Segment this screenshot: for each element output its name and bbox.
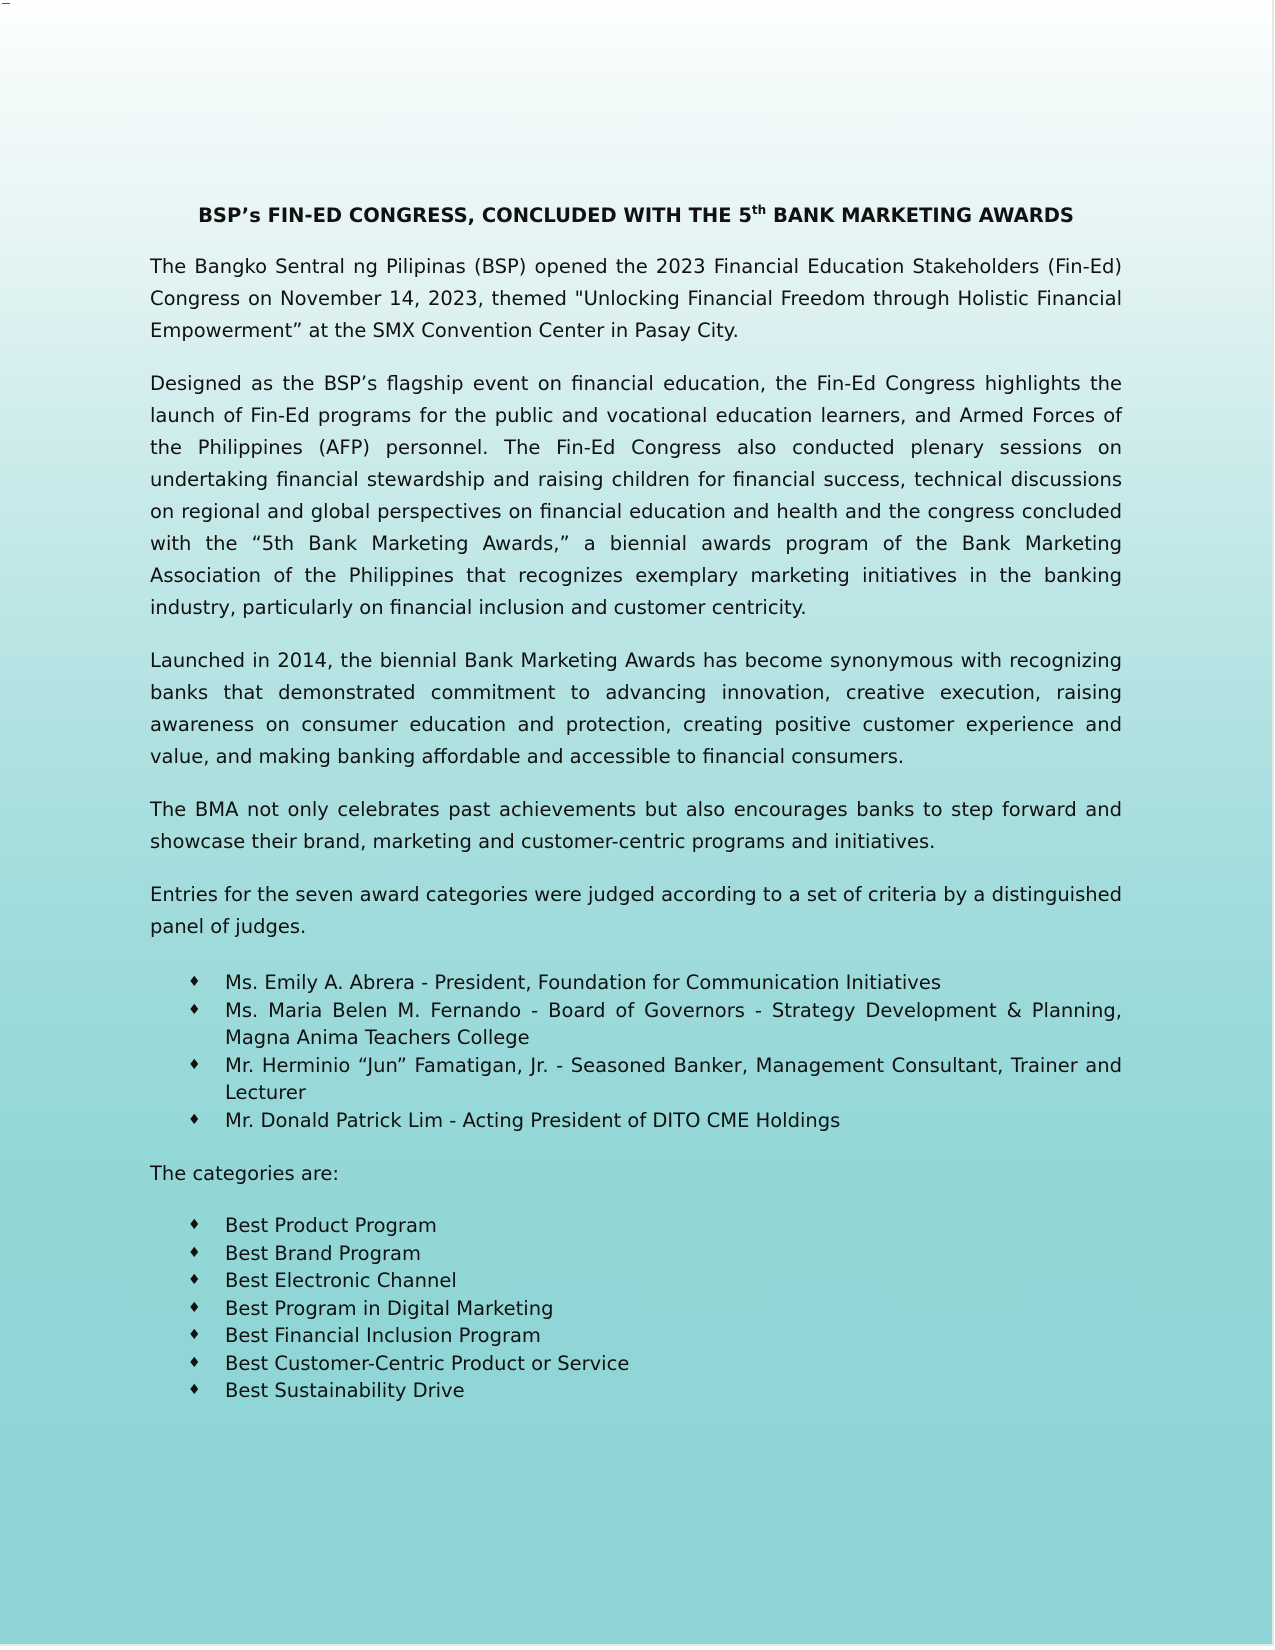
bullet-diamond-icon: ♦ [188, 1056, 201, 1073]
judges-list [150, 969, 1122, 1134]
bullet-diamond-icon: ♦ [188, 1272, 201, 1288]
judge-text: Ms. Maria Belen M. Fernando - Board of Governors - Strategy Development & Planning, Magna Anima Teachers College [225, 998, 1122, 1049]
judge-text: Mr. Herminio “Jun” Famatigan, Jr. - Seasoned Banker, Management Consultant, Trainer and Lecturer [225, 1053, 1122, 1104]
bullet-diamond-icon: ♦ [188, 1244, 201, 1261]
category-text: Best Financial Inclusion Program [225, 1324, 541, 1347]
bullet-diamond-icon: ♦ [188, 1217, 201, 1233]
category-text: Best Sustainability Drive [225, 1379, 465, 1402]
paragraph-bma: The BMA not only celebrates past achievements but also encourages banks to step forward and showcase their brand, marketing and customer-centric programs and initiatives. [150, 798, 1122, 853]
list-item [150, 1377, 1122, 1405]
paragraph-judging: Entries for the seven award categories were judged according to a set of criteria by a distinguished panel of judges. [150, 883, 1122, 938]
categories-intro: The categories are: [150, 1162, 339, 1185]
bullet-diamond-icon: ♦ [188, 1327, 201, 1343]
categories-list [150, 1212, 1122, 1405]
bullet-diamond-icon: ♦ [188, 1001, 201, 1018]
list-item [150, 1350, 1122, 1378]
category-text: Best Program in Digital Marketing [225, 1296, 554, 1320]
list-item [150, 1107, 1122, 1135]
paragraph-history: Launched in 2014, the biennial Bank Marketing Awards has become synonymous with recognizing banks that demonstrated commitment to advancing innovation, creative execution, raising awareness on consumer education and protection, creating positive customer experience and value, and making banking affordable and accessible to financial consumers. [150, 649, 1122, 768]
list-item [150, 1295, 1122, 1323]
list-item [150, 997, 1122, 1052]
list-item [150, 1212, 1122, 1240]
title-text-end: BANK MARKETING AWARDS [766, 204, 1074, 227]
category-text: Best Brand Program [225, 1241, 421, 1265]
bullet-diamond-icon: ♦ [188, 1382, 201, 1398]
bullet-diamond-icon: ♦ [188, 1111, 201, 1128]
category-text: Best Product Program [225, 1214, 437, 1237]
category-text: Best Electronic Channel [225, 1269, 457, 1292]
list-item [150, 1052, 1122, 1107]
paragraph-flagship: Designed as the BSP’s flagship event on financial education, the Fin-Ed Congress highlights the launch of Fin-Ed programs for the public and vocational education learners, and Armed Forces of the Philippines (AFP) personnel. The Fin-Ed Congress also conducted plenary sessions on undertaking financial stewardship and raising children for financial success, technical discussions on regional and global perspectives on financial education and health and the congress concluded with the “5th Bank Marketing Awards,” a biennial awards program of the Bank Marketing Association of the Philippines that recognizes exemplary marketing initiatives in the banking industry, particularly on financial inclusion and customer centricity. [150, 372, 1122, 619]
list-item [150, 969, 1122, 997]
document-title [150, 200, 1122, 232]
bullet-diamond-icon: ♦ [188, 1354, 201, 1371]
title-superscript: th [751, 203, 767, 217]
bullet-diamond-icon: ♦ [188, 974, 201, 990]
list-item [150, 1240, 1122, 1268]
category-text: Best Customer-Centric Product or Service [225, 1351, 630, 1375]
paragraph-intro: The Bangko Sentral ng Pilipinas (BSP) opened the 2023 Financial Education Stakeholders (Fin-Ed) Congress on November 14, 2023, themed "Unlocking Financial Freedom through Holistic Financial Empowerment” at the SMX Convention Center in Pasay City. [150, 255, 1122, 342]
corner-mark [2, 3, 10, 4]
title-text: BSP’s FIN-ED CONGRESS, CONCLUDED WITH THE 5 [198, 204, 752, 227]
list-item [150, 1322, 1122, 1350]
list-item [150, 1267, 1122, 1295]
document-body [150, 200, 1122, 1429]
judge-text: Mr. Donald Patrick Lim - Acting President of DITO CME Holdings [225, 1108, 841, 1132]
bullet-diamond-icon: ♦ [188, 1299, 201, 1316]
judge-text: Ms. Emily A. Abrera - President, Foundation for Communication Initiatives [225, 971, 941, 994]
